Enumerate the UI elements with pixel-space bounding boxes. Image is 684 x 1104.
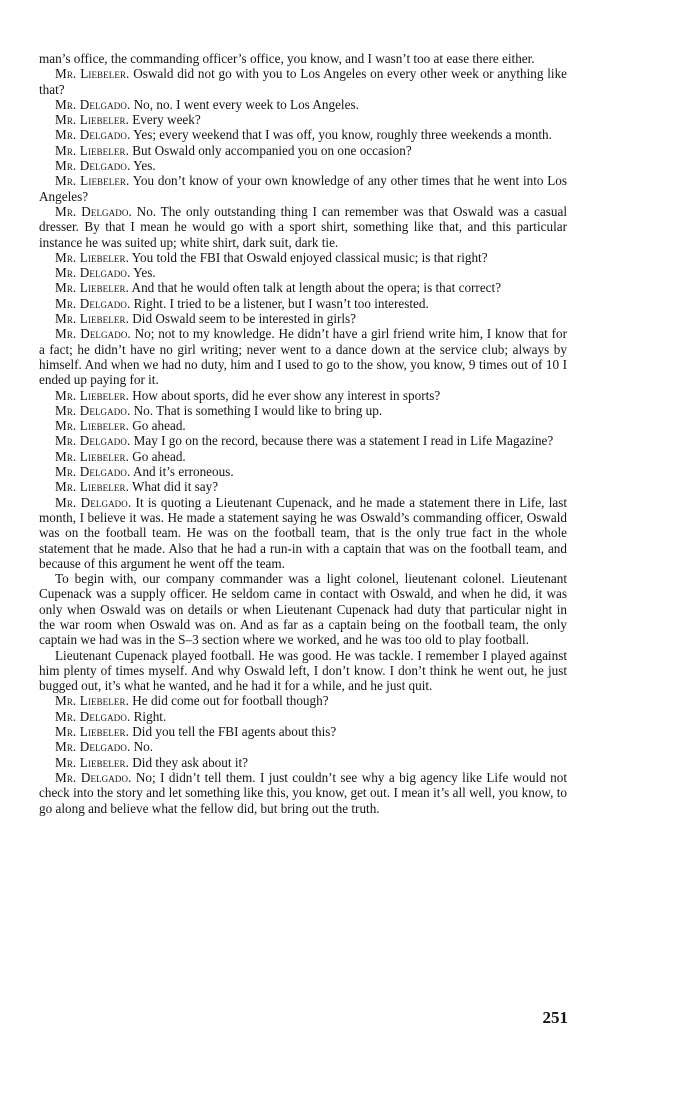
speaker-label: Mr. Liebeler. <box>55 173 130 189</box>
paragraph-4 <box>39 127 567 142</box>
paragraph-text: Go ahead. <box>132 418 186 434</box>
paragraph-text: No. The only outstanding thing I can remember was that Oswald was a casual dresser. By that I mean he would go with a sport shirt, something like that, and this particular instance he was suited up; white shirt, dark suit, dark tie. <box>39 203 567 250</box>
speaker-label: Mr. Liebeler. <box>55 387 129 403</box>
paragraph-text: Right. <box>133 708 167 724</box>
paragraph-text: Did you tell the FBI agents about this? <box>132 724 337 740</box>
speaker-label: Mr. Delgado. <box>55 203 132 219</box>
paragraph-13 <box>39 311 567 326</box>
paragraph-text: Oswald did not go with you to Los Angeles on every other week or anything like that? <box>39 66 568 97</box>
speaker-label: Mr. Liebeler. <box>55 448 129 464</box>
paragraph-28 <box>39 739 567 754</box>
paragraph-text: And it’s erroneous. <box>132 464 234 480</box>
paragraph-text: No, no. I went every week to Los Angeles. <box>133 96 359 112</box>
paragraph-text: Did Oswald seem to be interested in girls? <box>132 311 357 327</box>
paragraph-17 <box>39 418 567 433</box>
speaker-label: Mr. Delgado. <box>55 96 131 112</box>
paragraph-15 <box>39 388 567 403</box>
speaker-label: Mr. Delgado. <box>55 739 131 755</box>
paragraph-27 <box>39 724 567 739</box>
paragraph-20 <box>39 464 567 479</box>
paragraph-12 <box>39 296 567 311</box>
paragraph-21 <box>39 479 567 494</box>
speaker-label: Mr. Delgado. <box>55 127 131 143</box>
speaker-label: Mr. Delgado. <box>55 433 131 449</box>
paragraph-text: May I go on the record, because there was a statement I read in Life Magazine? <box>133 433 554 449</box>
paragraph-text: man’s office, the commanding officer’s office, you know, and I wasn’t too at ease there either. <box>39 51 535 66</box>
speaker-label: Mr. Liebeler. <box>55 311 129 327</box>
speaker-label: Mr. Delgado. <box>55 402 131 418</box>
paragraph-text: You told the FBI that Oswald enjoyed classical music; is that right? <box>131 249 488 265</box>
page-number: 251 <box>542 1008 568 1027</box>
paragraph-text: Yes. <box>133 158 156 174</box>
speaker-label: Mr. Delgado. <box>55 708 131 724</box>
speaker-label: Mr. Liebeler. <box>55 142 129 158</box>
speaker-label: Mr. Delgado. <box>55 326 131 342</box>
paragraph-22 <box>39 495 567 571</box>
paragraph-26 <box>39 709 567 724</box>
paragraph-24 <box>39 648 567 694</box>
paragraph-30 <box>39 770 567 816</box>
paragraph-text: Did they ask about it? <box>132 754 248 770</box>
speaker-label: Mr. Liebeler. <box>55 112 129 128</box>
speaker-label: Mr. Liebeler. <box>55 479 129 495</box>
paragraph-0 <box>39 51 567 66</box>
paragraph-text: Go ahead. <box>132 448 186 464</box>
paragraph-9 <box>39 250 567 265</box>
paragraph-11 <box>39 280 567 295</box>
speaker-label: Mr. Liebeler. <box>55 66 130 82</box>
paragraph-19 <box>39 449 567 464</box>
speaker-label: Mr. Liebeler. <box>55 418 129 434</box>
paragraph-6 <box>39 158 567 173</box>
paragraph-text: How about sports, did he ever show any interest in sports? <box>132 387 441 403</box>
paragraph-text: Yes; every weekend that I was off, you know, roughly three weekends a month. <box>133 127 552 143</box>
paragraph-text: Right. I tried to be a listener, but I wasn’t too interested. <box>133 295 429 311</box>
speaker-label: Mr. Liebeler. <box>55 280 129 296</box>
paragraph-2 <box>39 97 567 112</box>
paragraph-3 <box>39 112 567 127</box>
paragraph-text: No; I didn’t tell them. I just couldn’t see why a big agency like Life would not check into the story and let something like this, you know, get out. I mean it’s all well, you know, to go along and believe what the fellow did, but bring out the truth. <box>39 769 567 816</box>
speaker-label: Mr. Delgado. <box>55 494 132 510</box>
paragraph-text: It is quoting a Lieutenant Cupenack, and he made a statement there in Life, last month, I believe it was. He made a statement saying he was Oswald’s commanding officer, Oswald was on the football team. He was on the football team, that is the only true fact in the whole statement that he made. Also that he had a run-in with a captain that was on the football team, and because of this argument he went off the team. <box>39 494 568 571</box>
paragraph-14 <box>39 326 567 387</box>
speaker-label: Mr. Delgado. <box>55 265 131 281</box>
paragraph-text: But Oswald only accompanied you on one occasion? <box>132 142 412 158</box>
speaker-label: Mr. Delgado. <box>55 295 131 311</box>
paragraph-1 <box>39 66 567 97</box>
paragraph-23 <box>39 571 567 647</box>
paragraph-text: No; not to my knowledge. He didn’t have a girl friend write him, I know that for a fact; he didn’t have no girl writing; never went to a dance down at the service club; always by himself. And when we had no duty, him and I used to go to the show, you know, 9 times out of 10 I ended up paying for it. <box>39 326 567 388</box>
paragraph-text: No. That is something I would like to bring up. <box>133 402 383 418</box>
speaker-label: Mr. Liebeler. <box>55 754 129 770</box>
paragraph-18 <box>39 433 567 448</box>
paragraph-text: Lieutenant Cupenack played football. He was good. He was tackle. I remember I played against him plenty of times myself. And why Oswald left, I don’t know. I don’t think he went out, he just bugged out, it’s what he wanted, and he had it for a while, and he just quit. <box>39 647 567 694</box>
paragraph-7 <box>39 173 567 204</box>
paragraph-text: You don’t know of your own knowledge of any other times that he went into Los Angeles? <box>39 173 568 204</box>
speaker-label: Mr. Liebeler. <box>55 249 129 265</box>
speaker-label: Mr. Liebeler. <box>55 724 129 740</box>
paragraph-29 <box>39 755 567 770</box>
speaker-label: Mr. Delgado. <box>55 464 131 480</box>
paragraph-text: And that he would often talk at length about the opera; is that correct? <box>131 280 502 296</box>
paragraph-25 <box>39 693 567 708</box>
speaker-label: Mr. Liebeler. <box>55 693 129 709</box>
speaker-label: Mr. Delgado. <box>55 158 131 174</box>
speaker-label: Mr. Delgado. <box>55 769 132 785</box>
document-page <box>39 51 567 816</box>
paragraph-8 <box>39 204 567 250</box>
paragraph-text: Every week? <box>132 112 201 128</box>
paragraph-16 <box>39 403 567 418</box>
paragraph-text: Yes. <box>133 265 156 281</box>
paragraph-text: No. <box>133 739 154 755</box>
paragraph-text: He did come out for football though? <box>132 693 329 709</box>
paragraph-5 <box>39 143 567 158</box>
paragraph-10 <box>39 265 567 280</box>
paragraph-text: What did it say? <box>132 479 219 495</box>
paragraph-text: To begin with, our company commander was a light colonel, lieutenant colonel. Lieutenant Cupenack was a supply officer. He seldom came in contact with Oswald, and when he did, it was only when Oswald was on details or when Lieutenant Cupenack had duty that particular night in the war room when Oswald was on. And as far as a captain being on the football team, the only captain we had was in the S–3 section where we worked, and he was too old to play football. <box>39 571 567 648</box>
